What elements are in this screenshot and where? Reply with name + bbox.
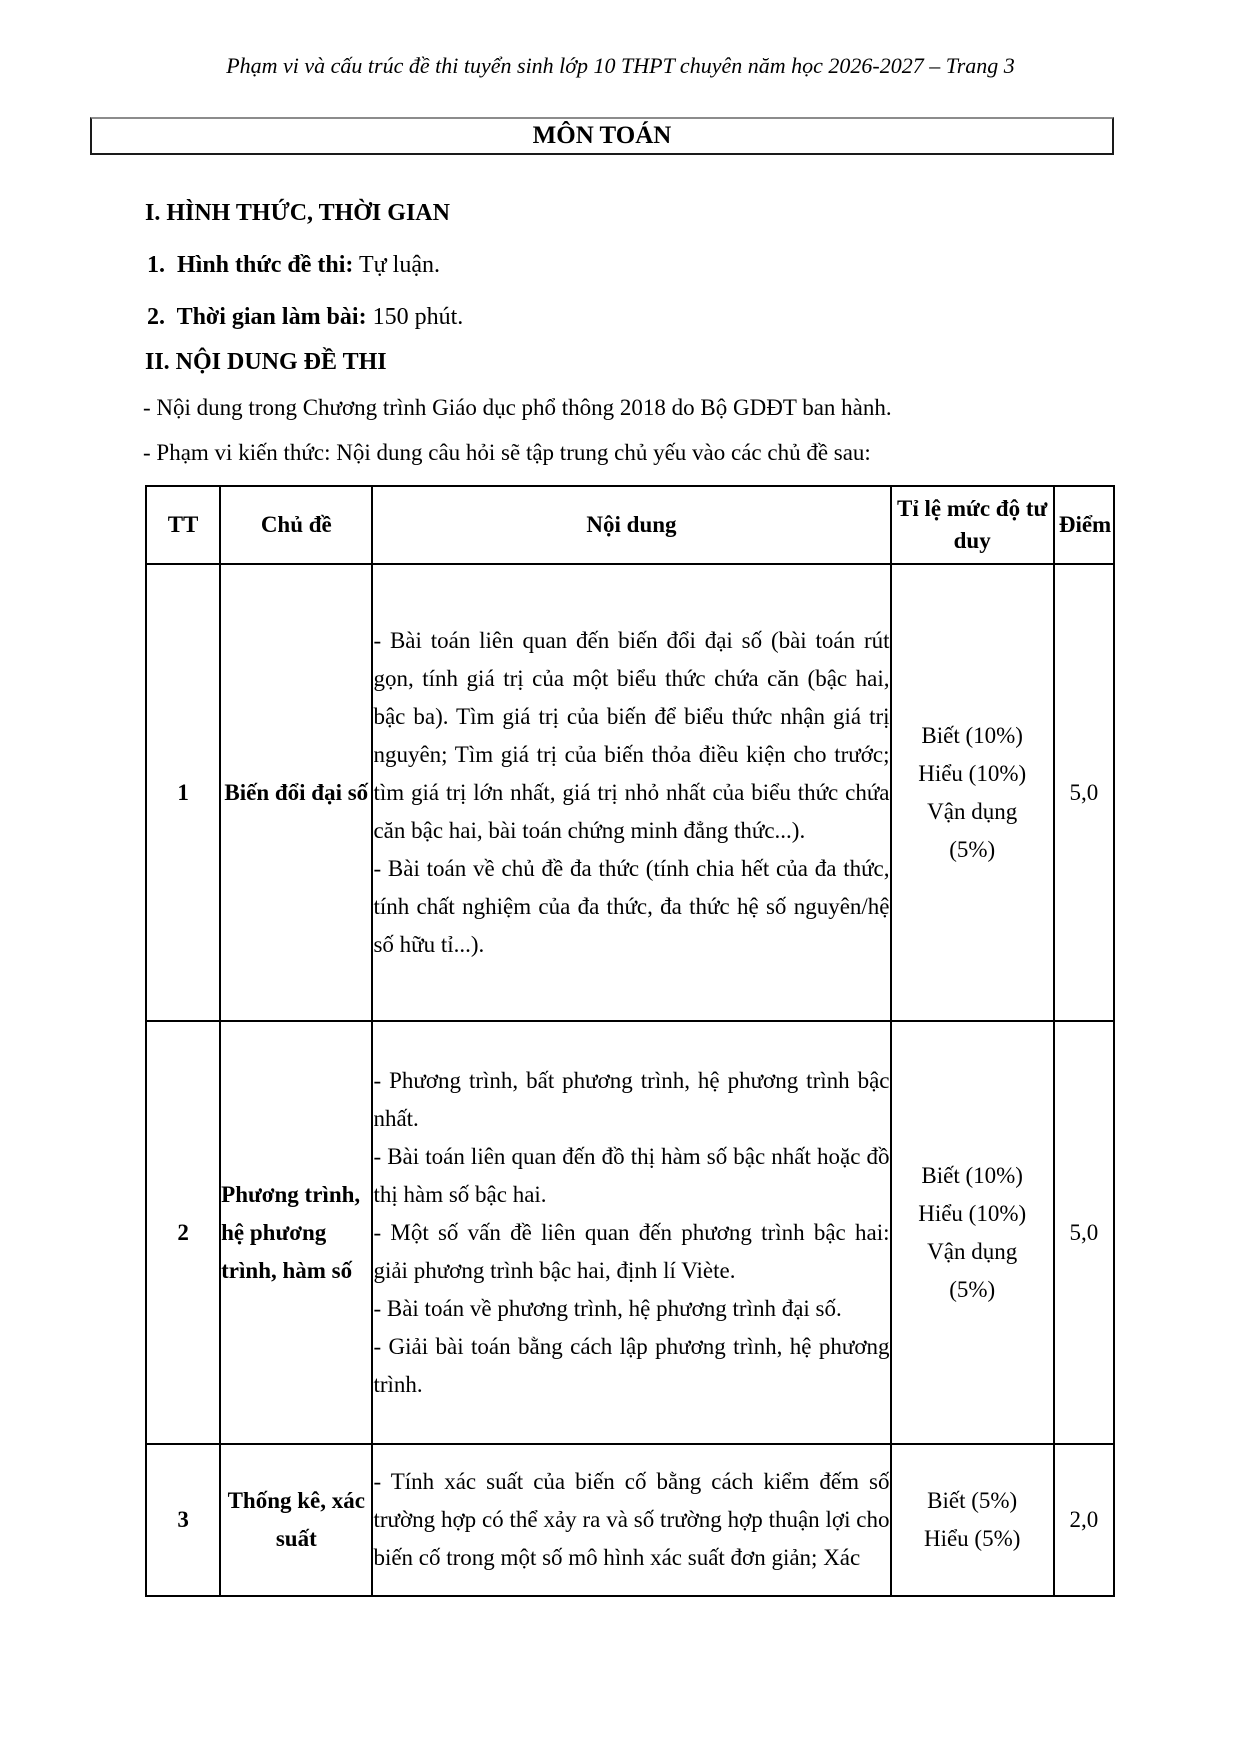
level-line: Hiểu (10%) (918, 760, 1027, 786)
note-paragraph-1: - Nội dung trong Chương trình Giáo dục phổ thông 2018 do Bộ GDĐT ban hành. (143, 395, 892, 420)
row-2-number-cell: 2 (146, 1021, 220, 1444)
clipped-content (373, 1463, 889, 1577)
row-3-score-cell: 2,0 (1054, 1444, 1114, 1596)
format-item-1-value: Tự luận. (353, 252, 440, 278)
col-header-content: Nội dung (372, 486, 890, 564)
level-line: (5%) (949, 1276, 996, 1302)
level-line: Biết (10%) (921, 722, 1023, 748)
level-line: Biết (5%) (927, 1488, 1018, 1513)
row-1-number-cell: 1 (146, 564, 220, 1021)
row-3-topic-cell: Thống kê, xác suất (220, 1444, 372, 1596)
table-row-1 (146, 564, 1114, 1021)
table-header-row (146, 486, 1114, 564)
row-2-score-cell: 5,0 (1054, 1021, 1114, 1444)
level-line: (5%) (949, 836, 996, 862)
content-paragraph: - Bài toán liên quan đến biến đổi đại số (bài toán rút gọn, tính giá trị của một biểu thức chứa căn (bậc hai, bậc ba). Tìm giá trị của biến để biểu thức nhận giá trị nguyên; Tìm giá trị của biến thỏa điều kiện cho trước; tìm giá trị lớn nhất, giá trị nhỏ nhất của biểu thức chứa căn bậc hai, bài toán chứng minh đẳng thức...). (373, 627, 890, 843)
content-paragraph: - Một số vấn đề liên quan đến phương trình bậc hai: giải phương trình bậc hai, định lí Viète. (373, 1219, 890, 1283)
format-item-2 (147, 302, 463, 332)
content-paragraph: - Bài toán liên quan đến đồ thị hàm số bậc nhất hoặc đồ thị hàm số bậc hai. (373, 1143, 890, 1207)
row-3-content-cell (372, 1444, 890, 1596)
row-3-levels-cell (891, 1444, 1054, 1596)
format-item-1 (147, 250, 440, 280)
level-line: Hiểu (10%) (918, 1200, 1027, 1226)
level-line: Hiểu (5%) (923, 1526, 1021, 1551)
page-header: Phạm vi và cấu trúc đề thi tuyển sinh lớp 10 THPT chuyên năm học 2026-2027 – Trang 3 (226, 53, 1015, 78)
exam-structure-table (145, 485, 1115, 1597)
row-2-content-cell (372, 1021, 890, 1444)
row-1-topic-cell: Biến đổi đại số (220, 564, 372, 1021)
row-1-content-cell (372, 564, 890, 1021)
row-2-levels-cell (891, 1021, 1054, 1444)
content-paragraph: - Tính xác suất của biến cố bằng cách kiểm đếm số trường hợp có thể xảy ra và số trường hợp thuận lợi cho biến cố trong một số mô hình xác suất đơn giản; Xác (373, 1469, 890, 1570)
col-header-levels: Tỉ lệ mức độ tư duy (891, 486, 1054, 564)
subject-title-box (90, 117, 1114, 155)
level-line: Vận dụng (927, 1238, 1018, 1264)
content-paragraph: - Giải bài toán bằng cách lập phương trình, hệ phương trình. (373, 1333, 890, 1397)
level-line: Biết (10%) (921, 1162, 1023, 1188)
content-paragraph: - Phương trình, bất phương trình, hệ phương trình bậc nhất. (373, 1067, 890, 1131)
format-item-2-label: 2. Thời gian làm bài: (147, 304, 367, 330)
col-header-tt: TT (146, 486, 220, 564)
format-item-2-value: 150 phút. (366, 304, 464, 330)
section-ii-heading: II. NỘI DUNG ĐỀ THI (145, 349, 387, 375)
table-row-2 (146, 1021, 1114, 1444)
subject-title: MÔN TOÁN (532, 122, 672, 149)
row-1-score-cell: 5,0 (1054, 564, 1114, 1021)
row-1-levels-cell (891, 564, 1054, 1021)
content-paragraph: - Bài toán về phương trình, hệ phương trình đại số. (373, 1295, 842, 1321)
table-row-3 (146, 1444, 1114, 1596)
section-i-heading: I. HÌNH THỨC, THỜI GIAN (145, 200, 450, 226)
row-3-number-cell: 3 (146, 1444, 220, 1596)
col-header-score: Điểm (1054, 486, 1114, 564)
note-paragraph-2: - Phạm vi kiến thức: Nội dung câu hỏi sẽ tập trung chủ yếu vào các chủ đề sau: (143, 440, 871, 465)
content-paragraph: - Bài toán về chủ đề đa thức (tính chia hết của đa thức, tính chất nghiệm của đa thức, đa thức hệ số nguyên/hệ số hữu tỉ...). (373, 855, 890, 957)
level-line: Vận dụng (927, 798, 1018, 824)
col-header-topic: Chủ đề (220, 486, 372, 564)
format-item-1-label: 1. Hình thức đề thi: (147, 252, 354, 278)
row-2-topic-cell: Phương trình, hệ phương trình, hàm số (220, 1021, 372, 1444)
